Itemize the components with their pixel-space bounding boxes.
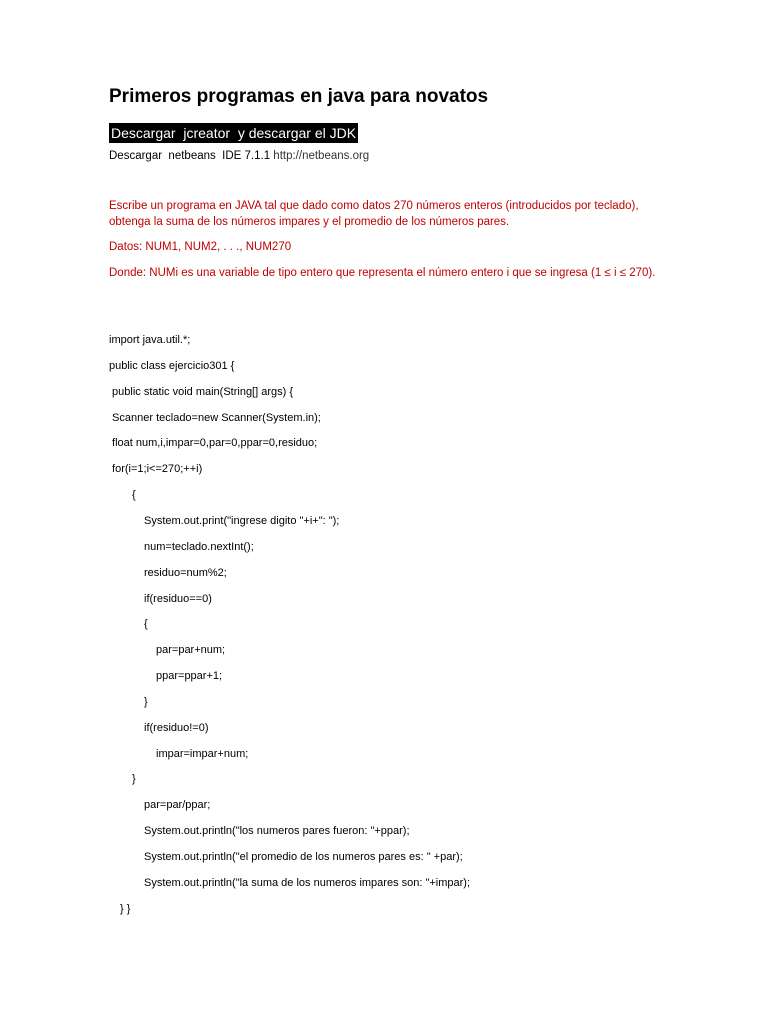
code-line: import java.util.*; bbox=[109, 334, 191, 346]
code-line: float num,i,impar=0,par=0,ppar=0,residuo; bbox=[109, 437, 318, 449]
code-line: num=teclado.nextInt(); bbox=[144, 541, 254, 553]
code-line: if(residuo==0) bbox=[144, 593, 212, 605]
code-line: par=par/ppar; bbox=[144, 799, 211, 811]
code-line: System.out.println("la suma de los numeros impares son: "+impar); bbox=[144, 877, 471, 889]
code-line: impar=impar+num; bbox=[156, 748, 249, 760]
code-line: } } bbox=[120, 903, 131, 915]
problem-donde: Donde: NUMi es una variable de tipo entero que representa el número entero i que se ingresa (1 ≤ i ≤ 270). bbox=[109, 267, 656, 279]
download-jcreator-highlight: Descargar jcreator y descargar el JDK bbox=[111, 125, 357, 141]
code-line: System.out.println("los numeros pares fueron: "+ppar); bbox=[144, 825, 410, 837]
code-line: for(i=1;i<=270;++i) bbox=[109, 463, 203, 475]
download-netbeans-text: Descargar netbeans IDE 7.1.1 bbox=[109, 150, 274, 162]
code-line: public class ejercicio301 { bbox=[109, 360, 235, 372]
page-title: Primeros programas en java para novatos bbox=[109, 86, 489, 107]
download-netbeans-line bbox=[109, 150, 369, 162]
problem-statement: Escribe un programa en JAVA tal que dado como datos 270 números enteros (introducidos por teclado), obtenga la suma de los números impares y el promedio de los números pares. bbox=[109, 200, 639, 228]
code-line: public static void main(String[] args) { bbox=[109, 386, 294, 398]
code-line: System.out.print("ingrese digito "+i+": "); bbox=[144, 515, 340, 527]
code-line: System.out.println("el promedio de los numeros pares es: " +par); bbox=[144, 851, 463, 863]
code-line: residuo=num%2; bbox=[144, 567, 227, 579]
code-line: { bbox=[132, 489, 136, 501]
code-line: } bbox=[144, 696, 148, 708]
code-line: par=par+num; bbox=[156, 644, 226, 656]
code-line: { bbox=[144, 618, 148, 630]
problem-datos: Datos: NUM1, NUM2, . . ., NUM270 bbox=[109, 241, 292, 253]
netbeans-link[interactable]: http://netbeans.org bbox=[273, 150, 370, 162]
code-line: } bbox=[132, 773, 136, 785]
code-line: Scanner teclado=new Scanner(System.in); bbox=[109, 412, 321, 424]
code-line: ppar=ppar+1; bbox=[156, 670, 223, 682]
code-line: if(residuo!=0) bbox=[144, 722, 209, 734]
